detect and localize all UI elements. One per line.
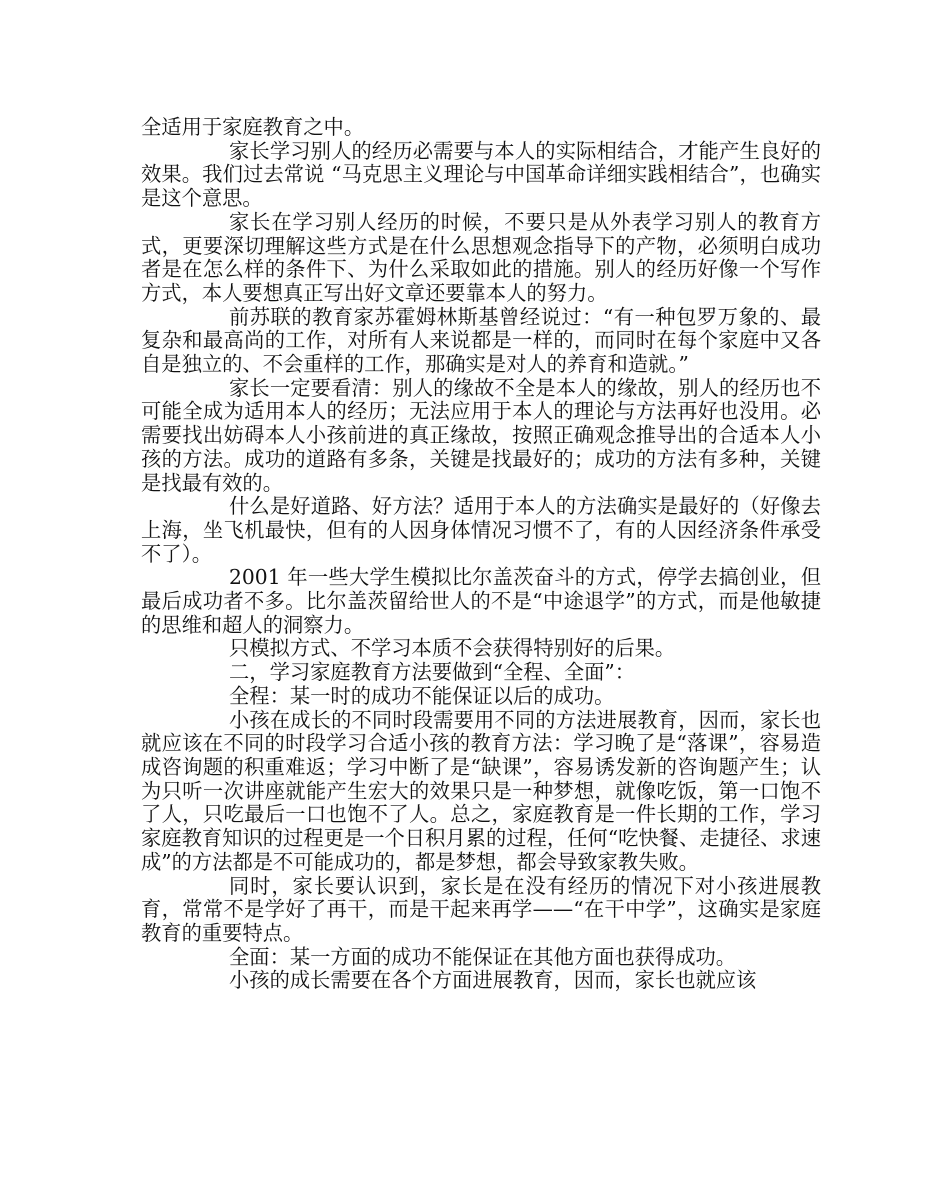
paragraph-imitate-only: 只模拟方式、不学习本质不会获得特别好的后果。: [229, 636, 676, 661]
section-heading-two: 二，学习家庭教育方法要做到“全程、全面”：: [229, 660, 636, 685]
paragraph-see-clearly: 家长一定要看清：别人的缘故不全是本人的缘故，别人的经历也不可能全成为适用本人的经历；无法应用于本人的理论与方法再好也没用。必需要找出妨碍本人小孩前进的真正缘故，按照正确观念推导出的合适本人小孩的方法。成功的道路有多条，关键是找最好的；成功的方法有多种，关键是找最有效的。: [141, 375, 821, 495]
paragraph-learn-experience: 家长在学习别人经历的时候，不要只是从外表学习别人的教育方式，更要深切理解这些方式是在什么思想观念指导下的产物，必须明白成功者是在怎么样的条件下、为什么采取如此的措施。别人的经历好像一个写作方式，本人要想真正写出好文章还要靠本人的努力。: [141, 209, 821, 305]
paragraph-continuation: 全适用于家庭教育之中。: [141, 115, 365, 139]
document-page: [141, 116, 821, 993]
paragraph-growth-aspects: 小孩的成长需要在各个方面进展教育，因而，家长也就应该: [229, 968, 757, 993]
paragraph-good-method: 什么是好道路、好方法？适用于本人的方法确实是最好的（好像去上海，坐飞机最快，但有的人因身体情况习惯不了，有的人因经济条件承受不了）。: [141, 494, 821, 566]
paragraph-bill-gates: 2001 年一些大学生模拟比尔盖茨奋斗的方式，停学去搞创业，但最后成功者不多。比尔盖茨留给世人的不是“中途退学”的方式，而是他敏捷的思维和超人的洞察力。: [141, 565, 821, 637]
paragraph-all-aspects: 全面：某一方面的成功不能保证在其他方面也获得成功。: [229, 944, 737, 969]
paragraph-combine-experience: 家长学习别人的经历必需要与本人的实际相结合，才能产生良好的效果。我们过去常说 “马克思主义理论与中国革命详细实践相结合”，也确实是这个意思。: [141, 138, 821, 211]
paragraph-learn-by-doing: 同时，家长要认识到，家长是在没有经历的情况下对小孩进展教育，常常不是学好了再干，而是干起来再学——“在干中学”，这确实是家庭教育的重要特点。: [141, 873, 821, 945]
paragraph-stages: 小孩在成长的不同时段需要用不同的方法进展教育，因而，家长也就应该在不同的时段学习合适小孩的教育方法：学习晚了是“落课”，容易造成咨询题的积重难返；学习中断了是“缺课”，容易诱发新的咨询题产生；认为只听一次讲座就能产生宏大的效果只是一种梦想，就像吃饭，第一口饱不了人，只吃最后一口也饱不了人。总之，家庭教育是一件长期的工作，学习家庭教育知识的过程更是一个日积月累的过程，任何“吃快餐、走捷径、求速成”的方法都是不可能成功的，都是梦想，都会导致家教失败。: [141, 707, 821, 874]
paragraph-sukhomlinsky-quote: 前苏联的教育家苏霍姆林斯基曾经说过：“有一种包罗万象的、最复杂和最高尚的工作，对所有人来说都是一样的，而同时在每个家庭中又各自是独立的、不会重样的工作，那确实是对人的养育和造就。”: [141, 304, 821, 377]
paragraph-full-course: 全程：某一时的成功不能保证以后的成功。: [229, 683, 615, 708]
